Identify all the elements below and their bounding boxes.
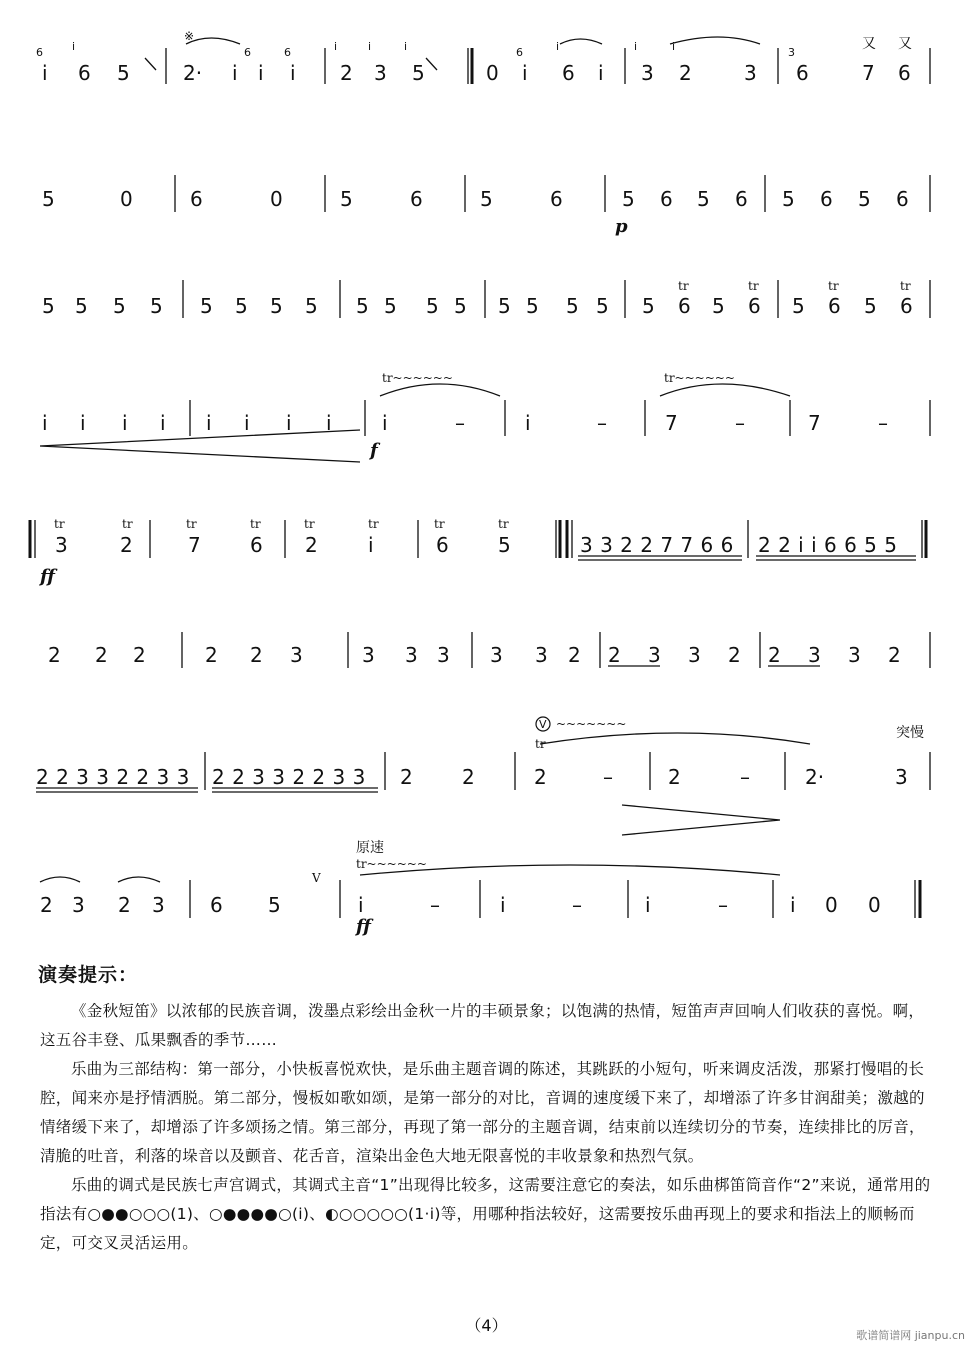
dynamic-mark: ff (356, 916, 371, 937)
svg-text:tr~~~~~~: tr~~~~~~ (382, 371, 453, 385)
svg-text:tr: tr (186, 517, 197, 531)
note: 6 (78, 61, 91, 85)
note: 6 (796, 61, 809, 85)
svg-text:tr: tr (368, 517, 379, 531)
score-line-2 (42, 187, 909, 237)
page-number: （4） (465, 1316, 508, 1335)
trill-mark: tr (828, 279, 839, 293)
note: 5 (858, 187, 871, 211)
note: 5 (864, 294, 877, 318)
note: 6 (250, 533, 263, 557)
svg-text:~~~~~~~: ~~~~~~~ (556, 717, 627, 731)
score-line-7 (36, 717, 924, 789)
svg-text:V: V (312, 871, 321, 885)
note: 0 (868, 893, 881, 917)
note: – (597, 411, 607, 435)
note: 5 (356, 294, 369, 318)
note: i (368, 533, 374, 557)
note: i (326, 411, 332, 435)
note: i (232, 61, 238, 85)
svg-text:i: i (72, 40, 76, 53)
dynamic-mark: p (615, 216, 628, 237)
note: i (290, 61, 296, 85)
note: 5 (42, 187, 55, 211)
note: 3 (437, 643, 450, 667)
note: 3 (72, 893, 85, 917)
note: 2 (95, 643, 108, 667)
note: 5 (712, 294, 725, 318)
note: 6 (896, 187, 909, 211)
note-run: 2 2 3 3 2 2 3 3 (212, 765, 366, 789)
note: 0 (120, 187, 133, 211)
note: i (80, 411, 86, 435)
note: 2· (183, 61, 203, 85)
note: 5 (426, 294, 439, 318)
note: 2 (668, 765, 681, 789)
note: 2 (400, 765, 413, 789)
note: 6 (660, 187, 673, 211)
note: i (790, 893, 796, 917)
note: 2 (118, 893, 131, 917)
note: i (244, 411, 250, 435)
note: i (358, 893, 364, 917)
dynamic-mark: ff (40, 566, 55, 587)
notes-paragraph: 乐曲为三部结构：第一部分，小快板喜悦欢快，是乐曲主题音调的陈述，其跳跃的小短句，听来调皮活泼，那紧打慢唱的长腔，闻来亦是抒情洒脱。第二部分，慢板如歌如颂，是第一部分的对比，音调的速度缓下来了，却增添了许多甘润甜美；激越的情绪缓下来了，却增添了许多颂扬之情。第三部分，再现了第一部分的主题音调，结束前以连续切分的节奏，连续排比的厉音，清脆的吐音，利落的垛音以及颤音、花舌音，渲染出金色大地无限喜悦的丰收景象和热烈气氛。 (40, 1060, 925, 1165)
note: 3 (688, 643, 701, 667)
watermark: 歌谱简谱网 jianpu.cn (856, 1329, 965, 1342)
svg-text:6: 6 (516, 46, 523, 59)
note: 0 (270, 187, 283, 211)
note: 0 (486, 61, 499, 85)
note: 5 (480, 187, 493, 211)
note: 6 (562, 61, 575, 85)
note: 5 (697, 187, 710, 211)
note: 2 (679, 61, 692, 85)
note: 5 (792, 294, 805, 318)
note: 3 (290, 643, 303, 667)
note: 5 (235, 294, 248, 318)
note: 6 (410, 187, 423, 211)
note: 5 (270, 294, 283, 318)
note: 2· (805, 765, 825, 789)
note: 0 (825, 893, 838, 917)
note: 2 (568, 643, 581, 667)
note: 2 (608, 643, 621, 667)
note: – (572, 893, 582, 917)
svg-text:6: 6 (36, 46, 43, 59)
tempo-mark: 突慢 (896, 725, 924, 741)
note: – (455, 411, 465, 435)
svg-text:i: i (368, 40, 372, 53)
note-run: 3 3 2 2 7 7 6 6 (580, 533, 734, 557)
notes-heading: 演奏提示： (38, 964, 139, 986)
svg-text:i: i (634, 40, 638, 53)
note: 2 (728, 643, 741, 667)
score-line-6 (48, 643, 901, 667)
note: 2 (340, 61, 353, 85)
notes-paragraph: 乐曲的调式是民族七声宫调式，其调式主音“1”出现得比较多，这需要注意它的奏法，如乐曲梆笛筒音作“2”来说，通常用的指法有○●●○○○(1)、○●●●●○(i)、◐○○○○○(1·i)等，用哪种指法较好，这需要按乐曲再现上的要求和指法上的顺畅而定，可交叉灵活运用。 (40, 1176, 931, 1252)
note: 2 (250, 643, 263, 667)
note: 3 (808, 643, 821, 667)
note: 6 (550, 187, 563, 211)
note: 6 (210, 893, 223, 917)
note: 3 (490, 643, 503, 667)
note: 2 (768, 643, 781, 667)
score-line-1 (36, 29, 912, 85)
svg-text:6: 6 (284, 46, 291, 59)
trill-mark: tr (900, 279, 911, 293)
note: i (160, 411, 166, 435)
note: 5 (113, 294, 126, 318)
note: 6 (678, 294, 691, 318)
note: i (382, 411, 388, 435)
note: 7 (665, 411, 678, 435)
note: 3 (848, 643, 861, 667)
svg-text:tr: tr (535, 737, 546, 751)
note: i (258, 61, 264, 85)
note: 5 (42, 294, 55, 318)
note: 5 (384, 294, 397, 318)
note-run: 2 2 i i 6 6 5 5 (758, 533, 898, 557)
note: – (878, 411, 888, 435)
note: 5 (622, 187, 635, 211)
svg-text:V: V (539, 718, 547, 731)
note: 2 (534, 765, 547, 789)
note: 5 (596, 294, 609, 318)
note: i (598, 61, 604, 85)
note: 5 (150, 294, 163, 318)
note: 6 (436, 533, 449, 557)
note: i (286, 411, 292, 435)
svg-text:tr: tr (122, 517, 133, 531)
svg-text:i: i (556, 40, 560, 53)
note: 3 (648, 643, 661, 667)
note: 7 (862, 61, 875, 85)
note: 3 (152, 893, 165, 917)
note: 5 (117, 61, 130, 85)
note: 2 (48, 643, 61, 667)
note: 3 (362, 643, 375, 667)
note: i (645, 893, 651, 917)
score-line-4 (42, 371, 888, 461)
fingering-mark: 又 (898, 36, 912, 52)
segno-mark: ※ (184, 29, 195, 43)
note: i (525, 411, 531, 435)
note: i (500, 893, 506, 917)
note: – (740, 765, 750, 789)
fingering-mark: 又 (862, 36, 876, 52)
svg-text:tr: tr (304, 517, 315, 531)
note: 2 (205, 643, 218, 667)
svg-text:tr: tr (498, 517, 509, 531)
score-line-3 (42, 279, 913, 318)
note: 2 (40, 893, 53, 917)
note: 6 (900, 294, 913, 318)
note: i (42, 411, 48, 435)
note: 5 (412, 61, 425, 85)
note: i (42, 61, 48, 85)
svg-text:i: i (404, 40, 408, 53)
performance-notes (40, 960, 935, 1258)
note: 3 (55, 533, 68, 557)
note: 5 (498, 533, 511, 557)
svg-text:tr~~~~~~: tr~~~~~~ (356, 857, 427, 871)
note: 2 (888, 643, 901, 667)
note: 5 (454, 294, 467, 318)
note: 2 (120, 533, 133, 557)
score-line-5 (38, 517, 897, 587)
svg-text:tr: tr (250, 517, 261, 531)
svg-text:6: 6 (244, 46, 251, 59)
note: 6 (828, 294, 841, 318)
svg-text:tr: tr (434, 517, 445, 531)
note: 6 (820, 187, 833, 211)
note: 5 (268, 893, 281, 917)
note: 7 (188, 533, 201, 557)
note: 6 (735, 187, 748, 211)
note: 3 (895, 765, 908, 789)
note: 5 (526, 294, 539, 318)
svg-text:tr: tr (54, 517, 65, 531)
trill-mark: tr (748, 279, 759, 293)
note: 3 (744, 61, 757, 85)
dynamic-mark: f (370, 440, 378, 461)
note: 2 (305, 533, 318, 557)
note: 6 (898, 61, 911, 85)
note: 6 (748, 294, 761, 318)
tempo-mark: 原速 (356, 840, 384, 856)
note: – (603, 765, 613, 789)
note: 5 (566, 294, 579, 318)
note: 2 (462, 765, 475, 789)
note: 5 (642, 294, 655, 318)
note: 5 (782, 187, 795, 211)
note: 5 (340, 187, 353, 211)
note: i (522, 61, 528, 85)
note: – (718, 893, 728, 917)
score-line-8 (40, 839, 881, 937)
note: 3 (535, 643, 548, 667)
note: 2 (133, 643, 146, 667)
note: – (430, 893, 440, 917)
note: 5 (75, 294, 88, 318)
svg-text:3: 3 (788, 46, 795, 59)
note: 3 (641, 61, 654, 85)
note: 3 (374, 61, 387, 85)
note: 5 (305, 294, 318, 318)
svg-text:i: i (672, 40, 676, 53)
note: 7 (808, 411, 821, 435)
note: – (735, 411, 745, 435)
trill-mark: tr (678, 279, 689, 293)
notes-paragraph: 《金秋短笛》以浓郁的民族音调，泼墨点彩绘出金秋一片的丰硕景象；以饱满的热情，短笛声声回响人们收获的喜悦。啊，这五谷丰登、瓜果飘香的季节…… (40, 1002, 925, 1049)
svg-text:i: i (334, 40, 338, 53)
note: 3 (405, 643, 418, 667)
note: 5 (498, 294, 511, 318)
note: 6 (190, 187, 203, 211)
note: i (206, 411, 212, 435)
note: i (122, 411, 128, 435)
note: 5 (200, 294, 213, 318)
note-run: 2 2 3 3 2 2 3 3 (36, 765, 190, 789)
svg-text:tr~~~~~~: tr~~~~~~ (664, 371, 735, 385)
